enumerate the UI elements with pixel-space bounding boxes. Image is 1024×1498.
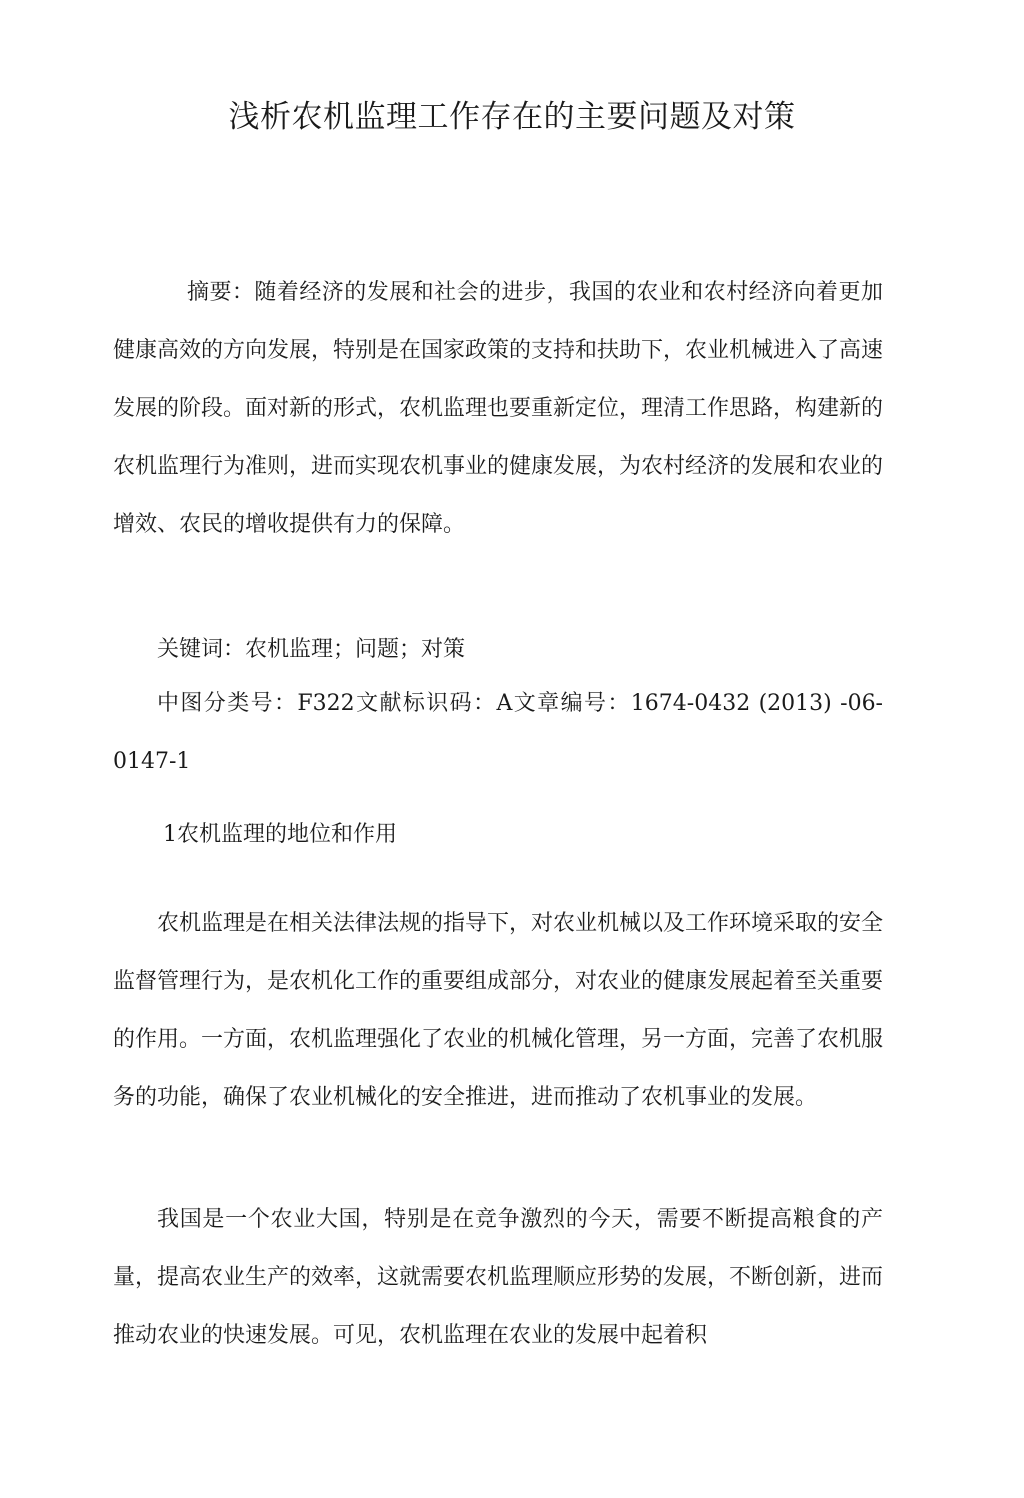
document-title: 浅析农机监理工作存在的主要问题及对策 [228, 99, 796, 135]
abstract-paragraph: 摘要：随着经济的发展和社会的进步，我国的农业和农村经济向着更加健康高效的方向发展，特别是在国家政策的支持和扶助下，农业机械进入了高速发展的阶段。面对新的形式，农机监理也要重新定位，理清工作思路，构建新的农机监理行为准则，进而实现农机事业的健康发展，为农村经济的发展和农业的增效、农民的增收提供有力的保障。 [113, 280, 884, 537]
body-paragraph: 农机监理是在相关法律法规的指导下，对农业机械以及工作环境采取的安全监督管理行为，是农机化工作的重要组成部分，对农业的健康发展起着至关重要的作用。一方面，农机监理强化了农业的机械化管理，另一方面，完善了农机服务的功能，确保了农业机械化的安全推进，进而推动了农机事业的发展。 [113, 911, 884, 1110]
keywords-line: 关键词：农机监理；问题；对策 [157, 637, 466, 662]
section-heading: 1农机监理的地位和作用 [163, 822, 397, 847]
classification-line: 中图分类号：F322文献标识码：A文章编号：1674-0432 (2013) -06-0147-1 [113, 691, 883, 774]
body-paragraph: 我国是一个农业大国，特别是在竞争激烈的今天，需要不断提高粮食的产量，提高农业生产的效率，这就需要农机监理顺应形势的发展，不断创新，进而推动农业的快速发展。可见，农机监理在农业的发展中起着积 [113, 1207, 884, 1348]
